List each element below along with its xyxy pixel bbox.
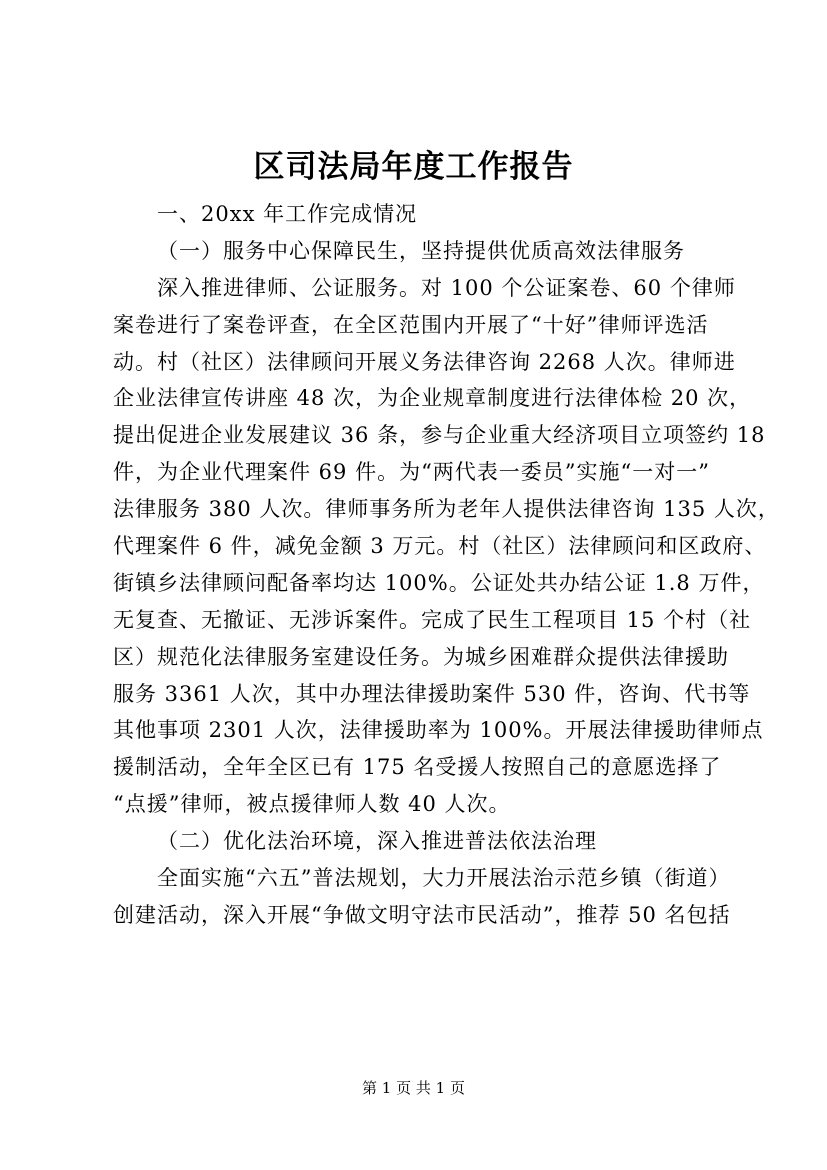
paragraph-line: 区）规范化法律服务室建设任务。为城乡困难群众提供法律援助 bbox=[113, 644, 729, 669]
paragraph-line: 创建活动，深入开展“争做文明守法市民活动”，推荐 50 名包括 bbox=[113, 902, 731, 927]
paragraph-line: 案卷进行了案卷评查，在全区范围内开展了“十好”律师评选活 bbox=[113, 312, 709, 337]
paragraph-line: 全面实施“六五”普法规划，大力开展法治示范乡镇（街道） bbox=[157, 866, 731, 891]
paragraph-line: 深入推进律师、公证服务。对 100 个公证案卷、60 个律师 bbox=[157, 275, 736, 300]
paragraph-line: 服务 3361 人次，其中办理法律援助案件 530 件，咨询、代书等 bbox=[113, 681, 751, 706]
document-body bbox=[113, 196, 780, 934]
paragraph-line: 企业法律宣传讲座 48 次，为企业规章制度进行法律体检 20 次， bbox=[113, 386, 752, 411]
paragraph-line: 件，为企业代理案件 69 件。为“两代表一委员”实施“一对一” bbox=[113, 460, 711, 485]
page-footer: 第 1 页 共 1 页 bbox=[362, 1079, 465, 1097]
paragraph-line: 其他事项 2301 人次，法律援助率为 100%。开展法律援助律师点 bbox=[113, 718, 764, 743]
paragraph-line: “点援”律师，被点援律师人数 40 人次。 bbox=[113, 792, 511, 817]
document-title: 区司法局年度工作报告 bbox=[253, 149, 574, 185]
paragraph-line: 动。村（社区）法律顾问开展义务法律咨询 2268 人次。律师进 bbox=[113, 349, 736, 374]
subsection-heading: （一）服务中心保障民生，坚持提供优质高效法律服务 bbox=[157, 238, 685, 263]
paragraph-line: 代理案件 6 件，减免金额 3 万元。村（社区）法律顾问和区政府、 bbox=[113, 534, 767, 559]
section-heading: 一、20xx 年工作完成情况 bbox=[157, 202, 418, 226]
paragraph-line: 街镇乡法律顾问配备率均达 100%。公证处共办结公证 1.8 万件， bbox=[113, 570, 765, 595]
paragraph-line: 无复查、无撤证、无涉诉案件。完成了民生工程项目 15 个村（社 bbox=[113, 607, 752, 632]
paragraph-line: 援制活动，全年全区已有 175 名受援人按照自己的意愿选择了 bbox=[113, 755, 722, 780]
paragraph-line: 法律服务 380 人次。律师事务所为老年人提供法律咨询 135 人次， bbox=[113, 497, 780, 522]
subsection-heading: （二）优化法治环境，深入推进普法依法治理 bbox=[157, 829, 597, 854]
paragraph-line: 提出促进企业发展建议 36 条，参与企业重大经济项目立项签约 18 bbox=[113, 423, 766, 448]
